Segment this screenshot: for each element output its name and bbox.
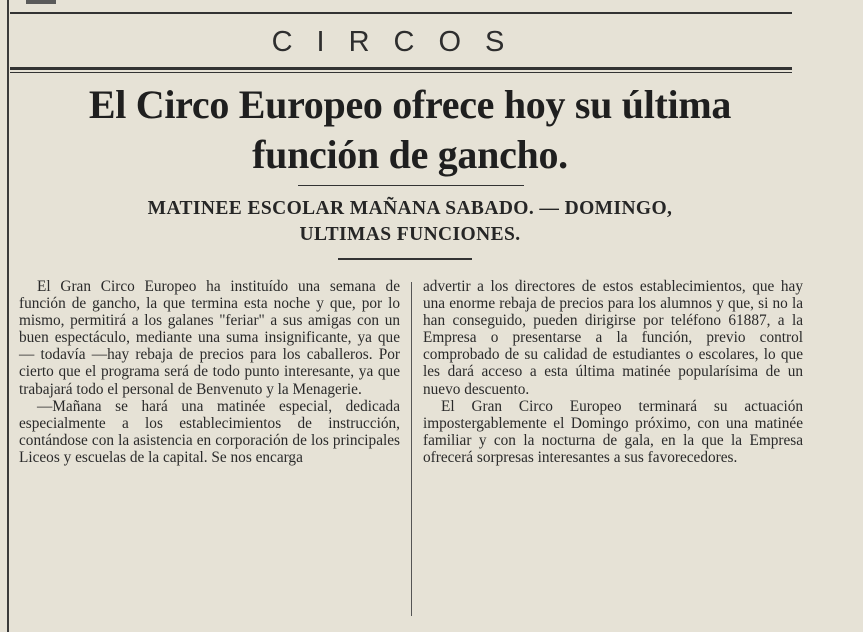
article-column-right: [423, 278, 803, 466]
paragraph-2: —Mañana se hará una matinée especial, dedicada especialmente a los establecimientos de instrucción, contándose con la asistencia en corporación de los principales Liceos y escuelas de la capital. Se nos encarga: [19, 397, 400, 466]
subheadline-line-2: ULTIMAS FUNCIONES.: [299, 224, 521, 245]
top-edge-mark: [26, 0, 56, 4]
section-title: CIRCOS: [271, 26, 529, 58]
headline-rule: [298, 185, 524, 186]
subhead-rule: [338, 258, 472, 260]
column-border-left: [7, 0, 9, 632]
subheadline: [10, 196, 810, 248]
article-column-left: [19, 278, 400, 466]
column-divider: [411, 282, 412, 616]
paragraph-3: advertir a los directores de estos establecimientos, que hay una enorme rebaja de precios para los alumnos y que, si no la han conseguido, pueden dirigirse por teléfono 61887, a la Empresa o presentarse a la función, previo control comprobado de su calidad de estudiantes o escolares, lo que les dará acceso a esta última matinée popularísima de un nuevo descuento.: [423, 278, 803, 398]
subheadline-line-1: MATINEE ESCOLAR MAÑANA SABADO. — DOMINGO,: [147, 198, 673, 219]
section-rule-thin: [10, 72, 792, 73]
top-rule: [10, 12, 792, 14]
headline-line-1: El Circo Europeo ofrece hoy su última: [88, 82, 732, 127]
headline: [10, 80, 810, 180]
paragraph-4: El Gran Circo Europeo terminará su actuación impostergablemente el Domingo próximo, con una matinée familiar y con la nocturna de gala, en la que la Empresa ofrecerá sorpresas interesantes a sus favorecedores.: [423, 397, 803, 466]
headline-line-2: función de gancho.: [252, 132, 568, 177]
paragraph-1: El Gran Circo Europeo ha instituído una semana de función de gancho, la que termina esta noche y que, por lo mismo, permitirá a los galanes "feriar" a sus amigas con un buen espectáculo, mediante una suma insignificante, ya que— todavía —hay rebaja de precios para los caballeros. Por cierto que el programa será de todo punto interesante, ya que trabajará todo el personal de Benvenuto y la Menagerie.: [19, 278, 400, 398]
section-rule-thick: [10, 67, 792, 70]
